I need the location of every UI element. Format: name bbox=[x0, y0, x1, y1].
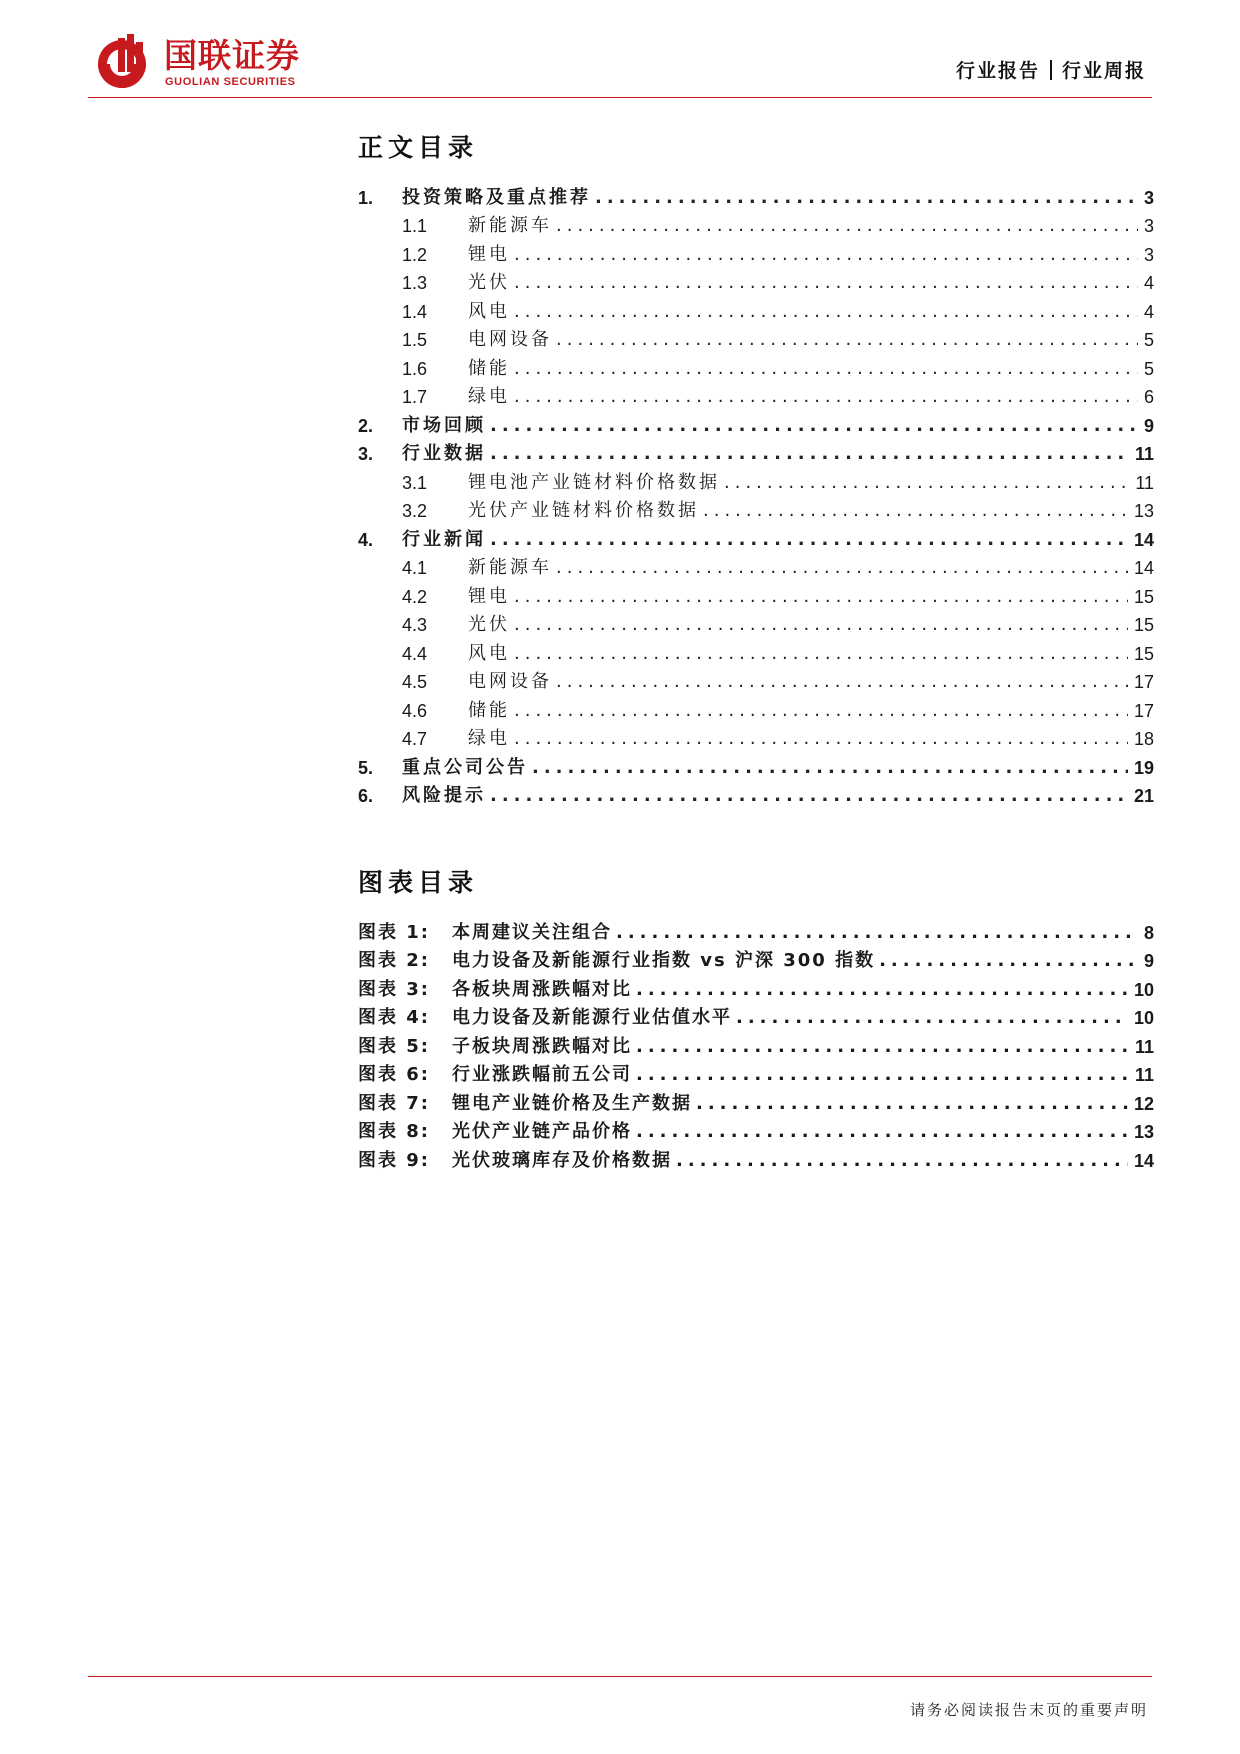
figure-entry-label: 锂电产业链价格及生产数据 bbox=[452, 1092, 692, 1114]
figure-entry-prefix: 图表 6: bbox=[358, 1064, 430, 1085]
toc-leader-dots bbox=[490, 528, 1128, 552]
report-subtype: 行业周报 bbox=[1061, 60, 1146, 82]
toc-entry[interactable] bbox=[358, 181, 1154, 210]
toc-entry-label: 绿电 bbox=[468, 728, 510, 749]
figure-entry[interactable] bbox=[358, 1087, 1154, 1116]
toc-entry-number: 4.5 bbox=[402, 672, 428, 692]
brand-logo bbox=[94, 32, 414, 94]
toc-entry[interactable] bbox=[358, 238, 1154, 267]
brand-name-cn: 国联证券 bbox=[164, 36, 300, 75]
figure-entry[interactable] bbox=[358, 1144, 1154, 1173]
figure-entry[interactable] bbox=[358, 945, 1154, 974]
toc-entry-number: 1.4 bbox=[402, 301, 428, 322]
toc-entry-number: 3.1 bbox=[402, 472, 428, 493]
toc-entry-page: 19 bbox=[1133, 757, 1154, 778]
toc-entry[interactable] bbox=[358, 523, 1154, 552]
page-header bbox=[88, 30, 1152, 98]
toc-leader-dots bbox=[514, 613, 1128, 637]
figure-entry-page: 11 bbox=[1134, 1036, 1154, 1057]
toc-entry-page: 4 bbox=[1143, 273, 1154, 293]
figure-entry-page: 9 bbox=[1143, 951, 1154, 971]
figure-entry-label: 行业涨跌幅前五公司 bbox=[452, 1064, 632, 1085]
toc-entry-label: 市场回顾 bbox=[402, 414, 486, 436]
contents-list bbox=[358, 181, 1154, 808]
toc-entry-number: 3.2 bbox=[402, 501, 428, 521]
figure-entry-label: 电力设备及新能源行业估值水平 bbox=[452, 1007, 732, 1028]
toc-entry[interactable] bbox=[358, 381, 1154, 410]
header-separator bbox=[1050, 60, 1052, 80]
figure-entry-page: 10 bbox=[1133, 979, 1154, 1000]
toc-entry-number: 4.1 bbox=[402, 558, 428, 578]
figure-leader-dots bbox=[696, 1092, 1128, 1116]
toc-leader-dots bbox=[724, 471, 1129, 495]
toc-entry[interactable] bbox=[358, 267, 1154, 296]
toc-entry-number: 4.3 bbox=[402, 615, 428, 635]
toc-entry[interactable] bbox=[358, 552, 1154, 581]
figures-title: 图表目录 bbox=[358, 868, 479, 897]
figures-section bbox=[358, 866, 1154, 1173]
toc-entry-page: 13 bbox=[1133, 501, 1154, 521]
toc-entry-number: 1.7 bbox=[402, 387, 428, 407]
toc-leader-dots bbox=[556, 214, 1138, 238]
figure-leader-dots bbox=[736, 1006, 1128, 1030]
figure-entry[interactable] bbox=[358, 916, 1154, 945]
toc-entry[interactable] bbox=[358, 295, 1154, 324]
figure-leader-dots bbox=[879, 949, 1138, 973]
toc-entry-label: 投资策略及重点推荐 bbox=[402, 186, 591, 208]
figure-entry-prefix: 图表 1: bbox=[358, 921, 430, 943]
toc-entry-number: 4. bbox=[358, 529, 374, 550]
toc-entry-label: 光伏 bbox=[468, 272, 510, 293]
toc-leader-dots bbox=[514, 585, 1128, 609]
figure-entry-page: 11 bbox=[1134, 1065, 1154, 1085]
toc-entry-page: 3 bbox=[1143, 187, 1154, 208]
toc-entry[interactable] bbox=[358, 694, 1154, 723]
contents-title: 正文目录 bbox=[358, 133, 479, 162]
toc-entry-page: 4 bbox=[1143, 301, 1154, 322]
toc-leader-dots bbox=[703, 499, 1128, 523]
toc-entry-label: 行业新闻 bbox=[402, 528, 486, 550]
toc-leader-dots bbox=[514, 699, 1128, 723]
toc-entry[interactable] bbox=[358, 723, 1154, 752]
toc-entry-label: 绿电 bbox=[468, 386, 510, 407]
toc-leader-dots bbox=[490, 784, 1128, 808]
toc-entry-page: 6 bbox=[1143, 387, 1154, 407]
figure-entry-prefix: 图表 8: bbox=[358, 1121, 430, 1142]
figure-entry-page: 10 bbox=[1133, 1008, 1154, 1028]
toc-entry[interactable] bbox=[358, 352, 1154, 381]
toc-entry-page: 14 bbox=[1133, 558, 1154, 578]
toc-entry-label: 电网设备 bbox=[468, 329, 552, 350]
figure-entry-prefix: 图表 2: bbox=[358, 950, 430, 971]
figure-entry[interactable] bbox=[358, 1116, 1154, 1145]
toc-entry-label: 电网设备 bbox=[468, 671, 552, 692]
figure-entry-label: 电力设备及新能源行业指数 vs 沪深 300 指数 bbox=[452, 950, 876, 971]
toc-entry-page: 15 bbox=[1133, 615, 1154, 635]
toc-leader-dots bbox=[556, 670, 1128, 694]
toc-entry-number: 1.1 bbox=[402, 216, 428, 236]
figure-entry-prefix: 图表 7: bbox=[358, 1092, 430, 1114]
toc-entry-number: 3. bbox=[358, 444, 374, 464]
toc-entry-page: 3 bbox=[1143, 244, 1154, 265]
toc-entry[interactable] bbox=[358, 324, 1154, 353]
toc-entry[interactable] bbox=[358, 637, 1154, 666]
toc-entry[interactable] bbox=[358, 666, 1154, 695]
figure-leader-dots bbox=[676, 1149, 1128, 1173]
toc-entry[interactable] bbox=[358, 409, 1154, 438]
figure-entry-prefix: 图表 9: bbox=[358, 1149, 430, 1171]
toc-entry[interactable] bbox=[358, 438, 1154, 467]
toc-entry-number: 4.2 bbox=[402, 586, 428, 607]
toc-entry[interactable] bbox=[358, 580, 1154, 609]
toc-leader-dots bbox=[556, 328, 1138, 352]
toc-entry-label: 新能源车 bbox=[468, 215, 552, 236]
toc-entry-number: 4.7 bbox=[402, 729, 428, 749]
toc-leader-dots bbox=[514, 642, 1128, 666]
figure-entry-label: 本周建议关注组合 bbox=[452, 921, 612, 943]
figure-entry[interactable] bbox=[358, 1059, 1154, 1088]
toc-entry-number: 1.3 bbox=[402, 273, 428, 293]
toc-entry-page: 21 bbox=[1133, 786, 1154, 806]
toc-entry-number: 1. bbox=[358, 187, 374, 208]
toc-entry-label: 风险提示 bbox=[402, 785, 486, 806]
figure-entry-prefix: 图表 4: bbox=[358, 1007, 430, 1028]
toc-leader-dots bbox=[514, 243, 1138, 267]
toc-leader-dots bbox=[532, 756, 1128, 780]
figures-list bbox=[358, 916, 1154, 1173]
toc-entry-label: 光伏产业链材料价格数据 bbox=[468, 500, 699, 521]
figure-entry-page: 13 bbox=[1133, 1122, 1154, 1142]
contents-section bbox=[358, 131, 1154, 808]
toc-entry-label: 新能源车 bbox=[468, 557, 552, 578]
figure-entry-label: 各板块周涨跌幅对比 bbox=[452, 978, 632, 1000]
toc-entry-label: 锂电 bbox=[468, 243, 510, 265]
toc-entry-label: 重点公司公告 bbox=[402, 756, 528, 778]
report-type bbox=[956, 56, 1146, 83]
figure-entry-label: 光伏玻璃库存及价格数据 bbox=[452, 1149, 672, 1171]
figure-leader-dots bbox=[636, 978, 1128, 1002]
figure-entry[interactable] bbox=[358, 1030, 1154, 1059]
toc-entry-label: 行业数据 bbox=[402, 443, 486, 464]
toc-entry-number: 5. bbox=[358, 757, 374, 778]
figure-leader-dots bbox=[636, 1035, 1129, 1059]
toc-entry[interactable] bbox=[358, 751, 1154, 780]
figure-entry-label: 光伏产业链产品价格 bbox=[452, 1121, 632, 1142]
figure-entry[interactable] bbox=[358, 973, 1154, 1002]
guolian-logo-icon bbox=[94, 32, 154, 92]
figure-entry-page: 12 bbox=[1133, 1093, 1154, 1114]
figure-entry-page: 8 bbox=[1143, 922, 1154, 943]
footer-divider bbox=[88, 1676, 1152, 1677]
toc-leader-dots bbox=[514, 385, 1138, 409]
toc-entry-page: 11 bbox=[1134, 444, 1154, 464]
figure-entry-prefix: 图表 3: bbox=[358, 978, 430, 1000]
toc-leader-dots bbox=[514, 300, 1138, 324]
toc-entry-page: 5 bbox=[1143, 358, 1154, 379]
toc-leader-dots bbox=[595, 186, 1138, 210]
toc-entry-page: 17 bbox=[1133, 672, 1154, 692]
header-divider bbox=[88, 97, 1152, 98]
toc-entry-label: 储能 bbox=[468, 357, 510, 379]
toc-entry-label: 光伏 bbox=[468, 614, 510, 635]
figure-entry-prefix: 图表 5: bbox=[358, 1035, 430, 1057]
toc-entry-number: 4.6 bbox=[402, 700, 428, 721]
toc-entry-page: 17 bbox=[1133, 700, 1154, 721]
toc-entry-number: 2. bbox=[358, 415, 374, 436]
toc-entry-label: 储能 bbox=[468, 699, 510, 721]
figure-entry[interactable] bbox=[358, 1002, 1154, 1031]
toc-leader-dots bbox=[514, 357, 1138, 381]
toc-entry-label: 风电 bbox=[468, 300, 510, 322]
toc-leader-dots bbox=[490, 442, 1129, 466]
toc-entry-label: 锂电池产业链材料价格数据 bbox=[468, 471, 720, 493]
toc-entry-number: 1.6 bbox=[402, 358, 428, 379]
figure-leader-dots bbox=[616, 921, 1138, 945]
brand-name-en: GUOLIAN SECURITIES bbox=[165, 76, 296, 88]
toc-leader-dots bbox=[490, 414, 1138, 438]
figure-entry-label: 子板块周涨跌幅对比 bbox=[452, 1035, 632, 1057]
toc-entry-label: 风电 bbox=[468, 642, 510, 664]
toc-entry[interactable] bbox=[358, 609, 1154, 638]
toc-leader-dots bbox=[514, 727, 1128, 751]
figure-entry-page: 14 bbox=[1133, 1150, 1154, 1171]
toc-entry-page: 18 bbox=[1133, 729, 1154, 749]
report-category: 行业报告 bbox=[955, 60, 1040, 82]
toc-entry-number: 1.2 bbox=[402, 244, 428, 265]
figure-leader-dots bbox=[636, 1120, 1128, 1144]
toc-entry-label: 锂电 bbox=[468, 585, 510, 607]
toc-entry[interactable] bbox=[358, 495, 1154, 524]
toc-entry-page: 3 bbox=[1143, 216, 1154, 236]
toc-entry-page: 5 bbox=[1143, 330, 1154, 350]
toc-entry-page: 14 bbox=[1133, 529, 1154, 550]
figure-leader-dots bbox=[636, 1063, 1129, 1087]
toc-entry-page: 15 bbox=[1133, 643, 1154, 664]
toc-entry-page: 9 bbox=[1143, 415, 1154, 436]
toc-entry-number: 4.4 bbox=[402, 643, 428, 664]
toc-entry-page: 15 bbox=[1133, 586, 1154, 607]
toc-entry[interactable] bbox=[358, 780, 1154, 809]
toc-leader-dots bbox=[514, 271, 1138, 295]
toc-leader-dots bbox=[556, 556, 1128, 580]
footer-disclaimer: 请务必阅读报告末页的重要声明 bbox=[909, 1701, 1148, 1719]
toc-entry[interactable] bbox=[358, 210, 1154, 239]
toc-entry-number: 6. bbox=[358, 786, 374, 806]
toc-entry[interactable] bbox=[358, 466, 1154, 495]
toc-entry-number: 1.5 bbox=[402, 330, 428, 350]
toc-entry-page: 11 bbox=[1135, 472, 1154, 493]
